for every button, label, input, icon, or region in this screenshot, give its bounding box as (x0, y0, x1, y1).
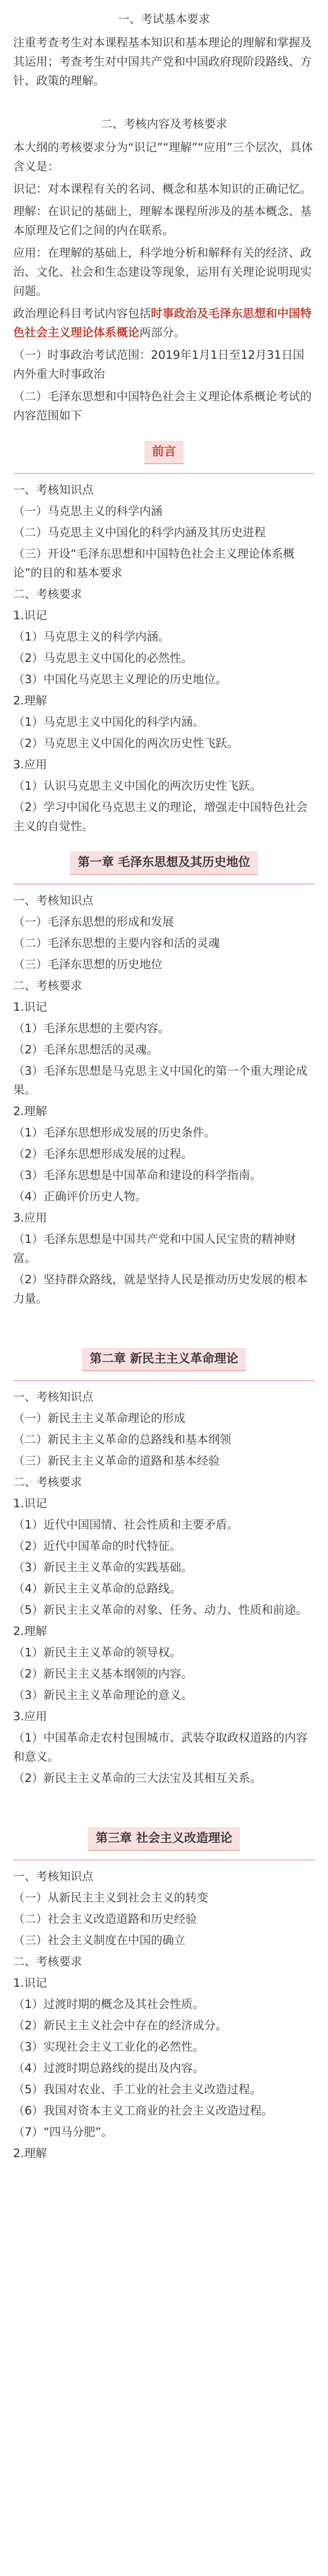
list-item: 1.识记 (13, 1497, 48, 1510)
paragraph-exam-scope (13, 304, 315, 342)
list-item: （一）从新民主主义到社会主义的转变 (13, 1891, 208, 1904)
paragraph-theory-scope: （二）毛泽东思想和中国特色社会主义理论体系概论考试的内容范围如下 (13, 390, 312, 422)
list-item: （1）过渡时期的概念及其社会性质。 (13, 1998, 204, 2011)
list-item: （1）中国革命走农村包围城市、武装夺取政权道路的内容和意义。 (13, 1731, 308, 1763)
paragraph-levels-intro: 本大纲的考核要求分为“识记”“理解”“应用”三个层次，具体含义是： (13, 141, 313, 173)
list-item: （3）毛泽东思想是马克思主义中国化的第一个重大理论成果。 (13, 1064, 308, 1097)
list-item: （2）新民主主义基本纲领的内容。 (13, 1667, 193, 1680)
exam-scope-text-b: 两部分。 (139, 326, 185, 339)
list-item: 一、考核知识点 (13, 483, 93, 496)
list-item: （1）毛泽东思想形成发展的历史条件。 (13, 1126, 216, 1139)
list-item: （一）新民主主义革命理论的形成 (13, 1412, 185, 1425)
chapter3-divider (13, 1860, 315, 1861)
list-item: （二）新民主主义革命的总路线和基本纲领 (13, 1433, 231, 1446)
list-item: （2）近代中国革命的时代特征。 (13, 1539, 181, 1553)
list-item: （4）过渡时期总路线的提出及内容。 (13, 2062, 204, 2075)
chapter3-heading-block (13, 1827, 315, 1851)
exam-scope-highlight: 时事政治及毛泽东思想和中国特色社会主义理论体系概论 (13, 307, 312, 339)
list-item: （7）“四马分肥”。 (13, 2125, 113, 2139)
list-item: 2.理解 (13, 1105, 48, 1118)
list-item: 一、考核知识点 (13, 1390, 93, 1404)
section-heading-content-requirements: 二、考核内容及考核要求 (101, 117, 227, 131)
list-item: （4）正确评价历史人物。 (13, 1190, 147, 1203)
list-item: 1.识记 (13, 1000, 48, 1014)
chapter1-heading-block (13, 851, 315, 875)
list-item: （1）马克思主义的科学内涵。 (13, 630, 170, 643)
paragraph-current-affairs-scope: （一）时事政治考试范围：2019年1月1日至12月31日国内外重大时事政治 (13, 348, 304, 381)
chapter2-title: 第二章 新民主主义革命理论 (82, 1348, 246, 1371)
list-item: （2）马克思主义中国化的必然性。 (13, 652, 193, 665)
paragraph-apply: 应用：在理解的基础上，科学地分析和解释有关的经济、政治、文化、社会和生态建设等现象，运用有关理论说明现实问题。 (13, 246, 312, 298)
list-item: （三）新民主主义革命的道路和基本经验 (13, 1454, 220, 1467)
list-item: （2）新民主主义社会中存在的经济成分。 (13, 2019, 227, 2032)
list-item: （4）新民主主义革命的总路线。 (13, 1582, 181, 1595)
list-item: （2）毛泽东思想形成发展的过程。 (13, 1147, 193, 1160)
list-item: 二、考核要求 (13, 979, 82, 992)
list-item: （1）毛泽东思想是中国共产党和中国人民宝贵的精神财富。 (13, 1233, 296, 1265)
chapter2-heading-block (13, 1348, 315, 1371)
list-item: （一）马克思主义的科学内涵 (13, 505, 162, 518)
chapter2-list (13, 1388, 315, 1788)
section-heading-basic-requirements: 一、考试基本要求 (118, 13, 210, 26)
list-item: （1）近代中国国情、社会性质和主要矛盾。 (13, 1518, 239, 1531)
chapter1-list (13, 891, 315, 1308)
list-item: 一、考核知识点 (13, 894, 93, 907)
document-body (13, 10, 315, 2163)
list-item: 3.应用 (13, 758, 48, 771)
list-item: （二）社会主义改造道路和历史经验 (13, 1912, 197, 1926)
list-item: （3）中国化马克思主义理论的历史地位。 (13, 673, 227, 686)
section-body-basic-requirements: 注重考查考生对本课程基本知识和基本理论的理解和掌握及其运用；考查考生对中国共产党和中国政府现阶段路线、方针、政策的理解。 (13, 36, 312, 87)
preface-title: 前言 (144, 441, 184, 464)
list-item: 3.应用 (13, 1211, 48, 1224)
list-item: 一、考核知识点 (13, 1870, 93, 1883)
list-item: （5）我国对农业、手工业的社会主义改造过程。 (13, 2083, 262, 2096)
list-item: （6）我国对资本主义工商业的社会主义改造过程。 (13, 2104, 273, 2117)
paragraph-recall: 识记：对本课程有关的名词、概念和基本知识的正确记忆。 (13, 182, 312, 196)
chapter1-divider (13, 884, 315, 885)
chapter2-divider (13, 1380, 315, 1381)
list-item: （二）毛泽东思想的主要内容和活的灵魂 (13, 937, 220, 950)
chapter1-title: 第一章 毛泽东思想及其历史地位 (70, 851, 258, 875)
list-item: （二）马克思主义中国化的科学内涵及其历史进程 (13, 526, 266, 539)
exam-scope-text-a: 政治理论科目考试内容包括 (13, 307, 151, 320)
paragraph-understand: 理解：在识记的基础上，理解本课程所涉及的基本概念、基本原理及它们之间的内在联系。 (13, 205, 312, 237)
list-item: （2）坚持群众路线，就是坚持人民是推动历史发展的根本力量。 (13, 1273, 308, 1305)
list-item: 二、考核要求 (13, 1955, 82, 1968)
list-item: （1）马克思主义中国化的科学内涵。 (13, 715, 204, 729)
preface-list (13, 481, 315, 836)
list-item: 3.应用 (13, 1710, 48, 1723)
list-item: 2.理解 (13, 2147, 48, 2160)
list-item: 二、考核要求 (13, 588, 82, 601)
chapter3-list (13, 1867, 315, 2163)
list-item: （3）实现社会主义工业化的必然性。 (13, 2040, 204, 2053)
list-item: （一）毛泽东思想的形成和发展 (13, 915, 174, 928)
list-item: （2）毛泽东思想活的灵魂。 (13, 1043, 159, 1056)
preface-divider (13, 473, 315, 474)
list-item: 2.理解 (13, 1625, 48, 1638)
spacer (13, 1790, 315, 1812)
list-item: 二、考核要求 (13, 1476, 82, 1489)
list-item: （3）新民主主义革命理论的意义。 (13, 1689, 193, 1702)
list-item: （2）学习中国化马克思主义的理论，增强走中国特色社会主义的自觉性。 (13, 801, 308, 833)
list-item: 2.理解 (13, 694, 48, 707)
preface-heading-block (13, 441, 315, 464)
list-item: （1）认识马克思主义中国化的两次历史性飞跃。 (13, 779, 262, 792)
list-item: （1）新民主主义革命的领导权。 (13, 1646, 181, 1659)
list-item: （3）新民主主义革命的实践基础。 (13, 1561, 193, 1574)
list-item: （三）社会主义制度在中国的确立 (13, 1934, 185, 1947)
list-item: （5）新民主主义革命的对象、任务、动力、性质和前途。 (13, 1603, 308, 1616)
chapter3-title: 第三章 社会主义改造理论 (88, 1827, 240, 1851)
list-item: （2）马克思主义中国化的两次历史性飞跃。 (13, 737, 239, 750)
list-item: （1）毛泽东思想的主要内容。 (13, 1022, 170, 1035)
list-item: （三）开设“毛泽东思想和中国特色社会主义理论体系概论”的目的和基本要求 (13, 547, 295, 579)
list-item: 1.识记 (13, 609, 48, 622)
list-item: （3）毛泽东思想是中国革命和建设的科学指南。 (13, 1169, 262, 1182)
list-item: （2）新民主主义革命的三大法宝及其相互关系。 (13, 1772, 262, 1785)
list-item: （三）毛泽东思想的历史地位 (13, 958, 162, 971)
list-item: 1.识记 (13, 1976, 48, 1989)
spacer (13, 1311, 315, 1333)
